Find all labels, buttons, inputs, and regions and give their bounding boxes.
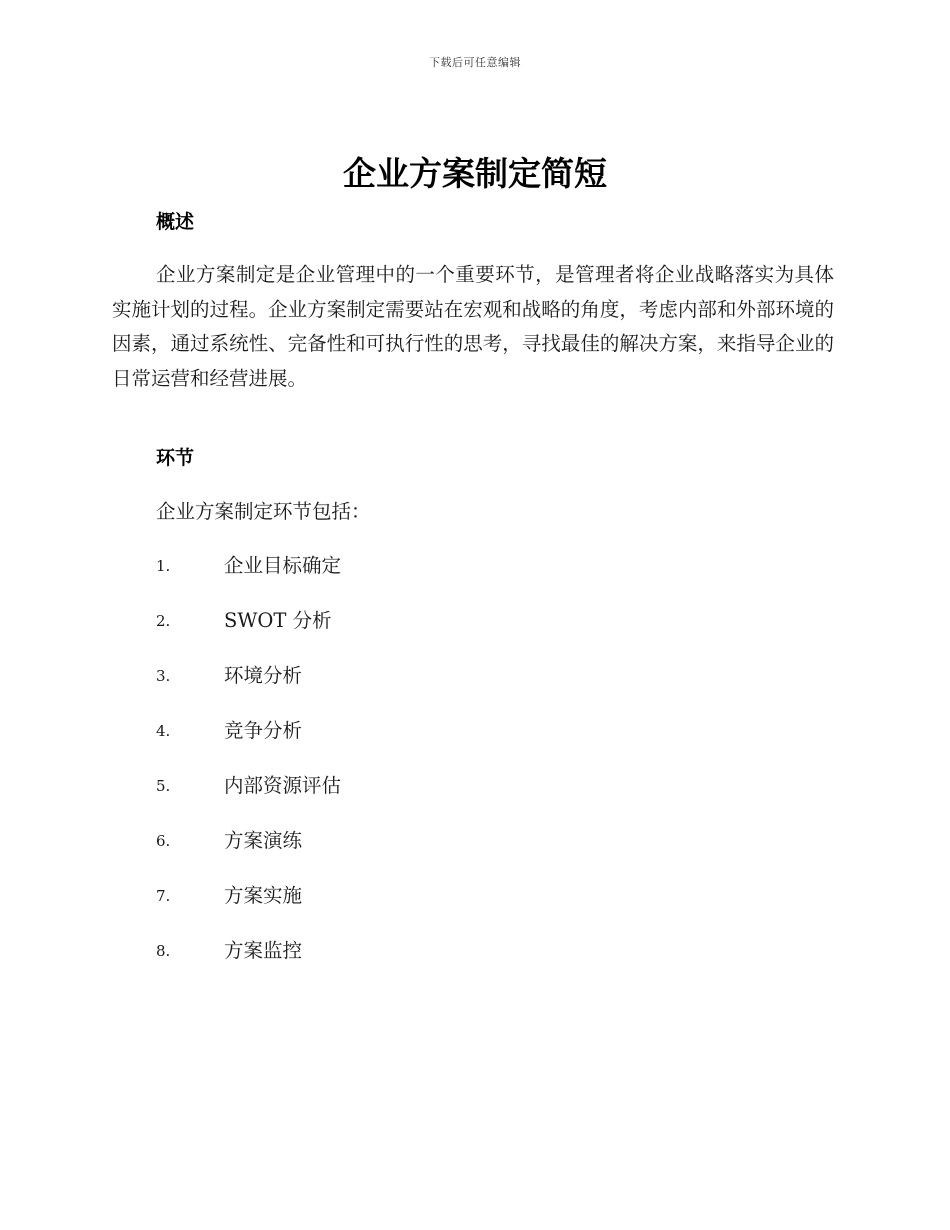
page-header-note: 下载后可任意编辑 (429, 56, 521, 69)
document-title: 企业方案制定简短 (343, 154, 607, 193)
list-item (156, 550, 341, 605)
list-item (156, 880, 341, 935)
list-item (156, 935, 341, 990)
list-item (156, 605, 341, 660)
steps-heading: 环节 (156, 447, 195, 469)
list-item (156, 825, 341, 880)
overview-heading: 概述 (156, 211, 195, 233)
list-item (156, 660, 341, 715)
list-item-number: 4. (156, 722, 171, 740)
list-item (156, 715, 341, 770)
list-item-number: 8. (156, 942, 171, 960)
list-item-number: 7. (156, 887, 171, 905)
list-item-label: 方案演练 (224, 829, 303, 852)
list-item-number: 5. (156, 777, 171, 795)
list-item-label: 环境分析 (224, 664, 303, 687)
list-item-label: 方案实施 (224, 884, 303, 907)
steps-list (156, 550, 341, 990)
list-item-label: 企业目标确定 (224, 554, 342, 577)
list-item-number: 3. (156, 667, 171, 685)
list-item-number: 2. (156, 612, 171, 630)
list-item-number: 6. (156, 832, 171, 850)
list-item-label: SWOT 分析 (224, 609, 332, 632)
list-item-label: 内部资源评估 (224, 774, 342, 797)
list-item-label: 方案监控 (224, 939, 303, 962)
overview-paragraph: 企业方案制定是企业管理中的一个重要环节，是管理者将企业战略落实为具体实施计划的过程。企业方案制定需要站在宏观和战略的角度，考虑内部和外部环境的因素，通过系统性、完备性和可执行性的思考，寻找最佳的解决方案，来指导企业的日常运营和经营进展。 (112, 263, 834, 390)
list-item (156, 770, 341, 825)
list-item-label: 竞争分析 (224, 719, 303, 742)
steps-intro: 企业方案制定环节包括： (156, 500, 371, 523)
list-item-number: 1. (156, 557, 171, 575)
